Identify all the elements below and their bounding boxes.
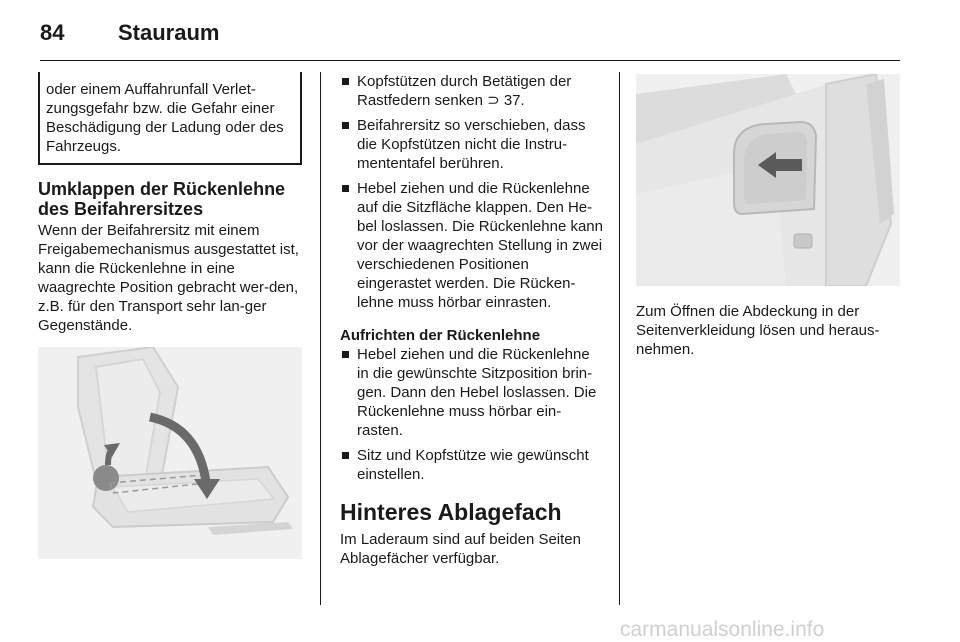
column-divider-left <box>320 72 321 605</box>
list-item: Hebel ziehen und die Rückenlehne auf die Sitzfläche klappen. Den He-bel loslassen. Die Rückenlehne kann vor der waagrechten Stellung in zwei verschiedenen Positionen eingerastet werden. Die Rücken-lehne muss hörbar einrasten. <box>340 179 604 312</box>
section-title-rear-storage: Hinteres Ablagefach <box>340 499 562 525</box>
list-item: Beifahrersitz so verschieben, dass die Kopfstützen nicht die Instru-mententafel berühren. <box>340 116 604 173</box>
storage-compartment-illustration <box>636 74 900 286</box>
column-middle <box>340 72 604 568</box>
list-item: Sitz und Kopfstütze wie gewünscht einstellen. <box>340 446 604 484</box>
watermark: carmanualsonline.info <box>620 618 825 641</box>
rear-storage-body: Im Laderaum sind auf beiden Seiten Ablagefächer verfügbar. <box>340 531 581 567</box>
section-heading-fold-backrest: Umklappen der Rückenlehne des Beifahrersitzes <box>38 179 286 219</box>
list-item: Kopfstützen durch Betätigen der Rastfedern senken ⊃ 37. <box>340 72 604 110</box>
page-title: Stauraum <box>118 20 220 45</box>
fold-backrest-body: Wenn der Beifahrersitz mit einem Freigabemechanismus ausgestattet ist, kann die Rückenlehne in eine waagrechte Position gebracht wer-den, z.B. für den Transport sehr lan-ger Gegenstände. <box>38 222 299 334</box>
page-number: 84 <box>40 20 65 45</box>
subheading-raise-backrest: Aufrichten der Rückenlehne <box>340 327 541 344</box>
warning-text: oder einem Auffahrunfall Verlet-zungsgefahr bzw. die Gefahr einer Beschädigung der Ladung oder des Fahrzeugs. <box>46 81 284 155</box>
column-divider-right <box>619 72 620 605</box>
fold-steps-list <box>340 72 604 312</box>
list-item: Hebel ziehen und die Rückenlehne in die gewünschte Sitzposition brin-gen. Dann den Hebel loslassen. Die Rückenlehne muss hörbar ein-rasten. <box>340 345 604 440</box>
column-right <box>636 72 900 359</box>
compartment-caption: Zum Öffnen die Abdeckung in der Seitenverkleidung lösen und heraus-nehmen. <box>636 303 880 358</box>
column-left <box>38 72 302 559</box>
header-rule <box>40 60 900 61</box>
raise-steps-list <box>340 345 604 484</box>
seat-illustration <box>38 347 302 559</box>
warning-box <box>38 72 302 165</box>
